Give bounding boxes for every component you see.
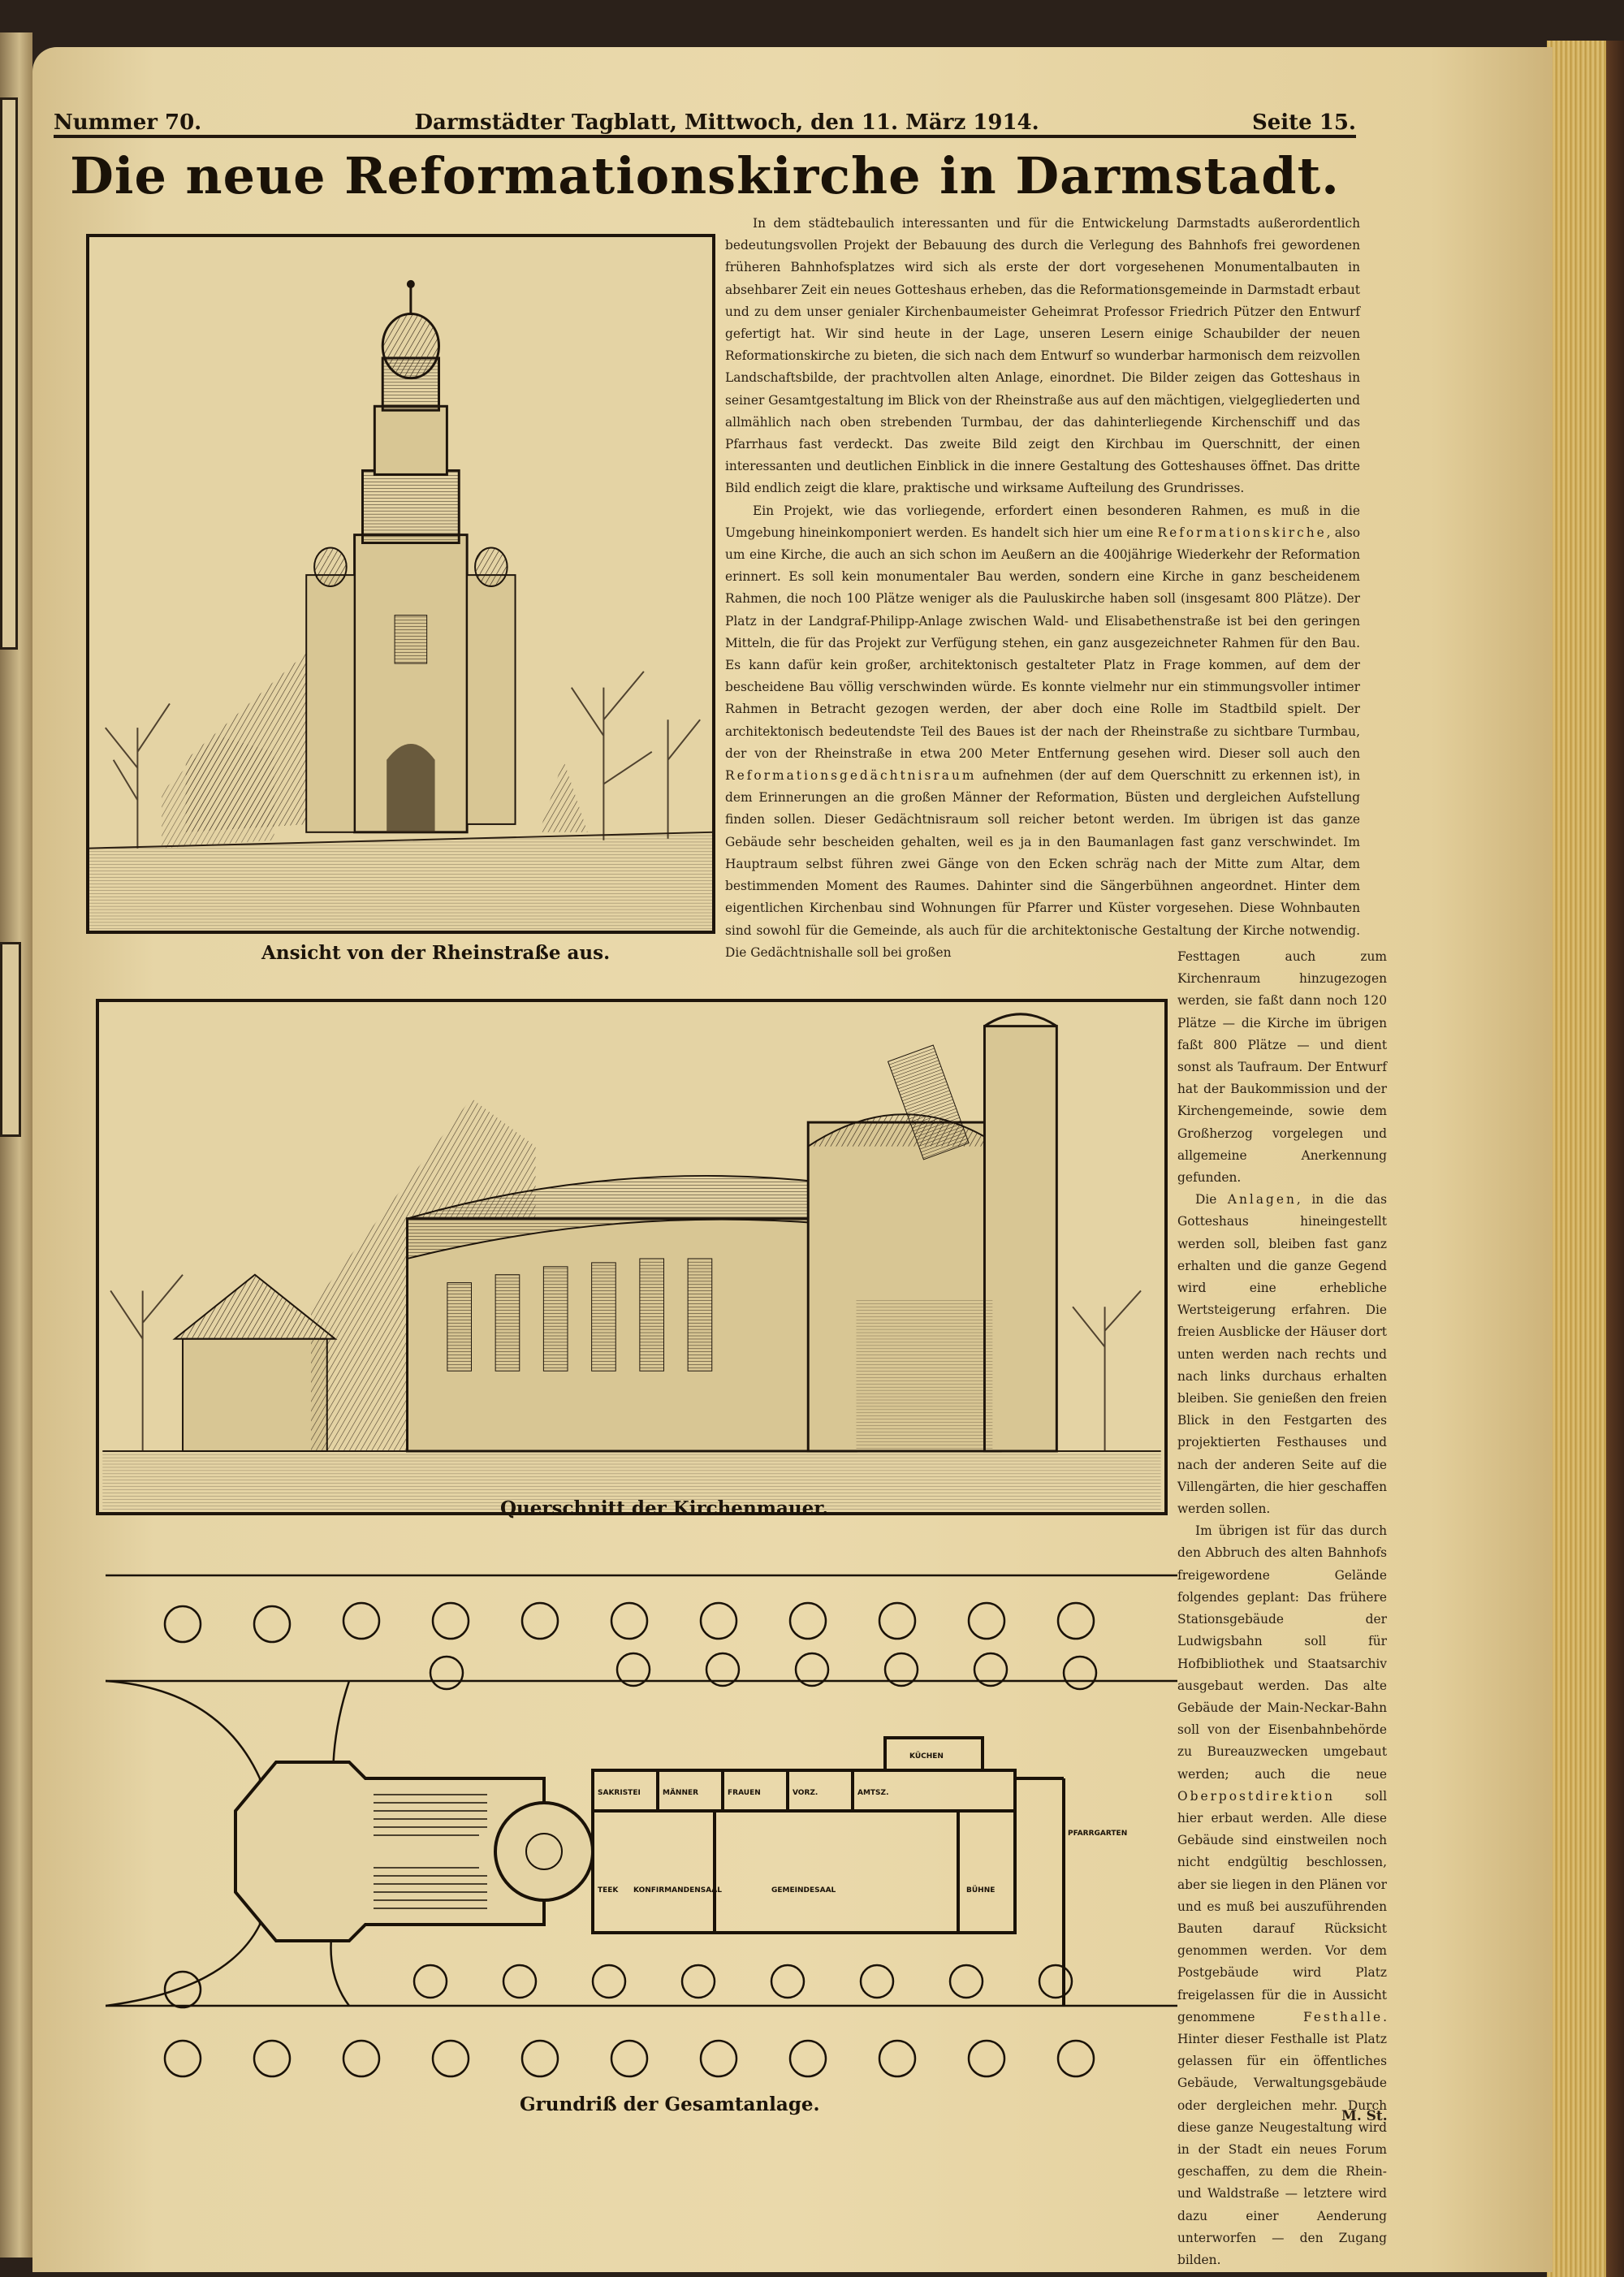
left-page-box [0, 942, 21, 1137]
plan-label-kuche: KÜCHEN [909, 1752, 944, 1761]
article-paragraph-2-part-a: Ein Projekt, wie das vorliegende, erfordert einen besonderen Rahmen, es muß in die Umgebung hineinkomponiert werden. Es handelt sich hier um eine [725, 503, 1360, 540]
article-narrow-column [1177, 946, 1387, 2271]
plan-label-vorz: VORZ. [793, 1789, 818, 1797]
article-paragraph-2 [725, 500, 1360, 964]
page-header [54, 102, 1356, 135]
article-emphasis-oberpostdirektion: Oberpostdirektion [1177, 1788, 1335, 1804]
article-body [725, 213, 1360, 964]
article-narrow-3c: soll hier erbaut werden. Alle diese Gebäude sind einstweilen noch nicht endgültig beschlossen, aber sie liegen in den Plänen vor und es muß bei auszuführenden Bauten darauf Rücksicht genommen werden. Vor dem Postgebäude wird Platz freigelassen für die in Aussicht genommene [1177, 1788, 1387, 2024]
church-view-drawing [89, 237, 712, 931]
article-emphasis-festhalle: Festhalle [1303, 2009, 1384, 2024]
article-title: Die neue Reformationskirche in Darmstadt. [70, 146, 1340, 205]
plan-label-teek: TEEK [598, 1886, 619, 1895]
page-number: Seite 15. [1251, 110, 1356, 135]
article-paragraph-2-part-c: , also um eine Kirche, die auch an sich schon im Aeußern an die 400jährige Wiederkehr der Reformation erinnert. Es soll kein monumentaler Bau werden, sondern eine Kirche in ganz bescheidenem Rahmen, die noch 100 Plätze weniger als die Pauluskirche haben soll (insgesamt 800 Plätze). Der Platz in der Landgraf-Philipp-Anlage zwischen Wald- und Elisabethenstraße ist bei den geringen Mitteln, die für das Projekt zur Verfügung stehen, ein ganz ausgezeichneter Rahmen für den Bau. Es kann dafür kein großer, architektonisch gestalteter Platz in Frage kommen, auf dem der bescheidene Bau völlig verschwinden würde. Es konnte vielmehr nur ein stimmungsvoller intimer Rahmen in Betracht gezogen werden, der aber doch eine Rolle im Stadtbild spielt. Der architektonisch bedeutendste Teil des Baues ist der nach der Rheinstraße zu sichtbare Turmbau, der von der Rheinstraße in etwa 200 Meter Entfernung gesehen wird. Dieser soll auch den [725, 525, 1360, 761]
article-narrow-2a: Die [1195, 1192, 1217, 1208]
cross-section-drawing [99, 1002, 1164, 1512]
issue-number: Nummer 70. [54, 110, 202, 135]
plan-label-amtsz: AMTSZ. [857, 1789, 889, 1797]
plan-label-buhne: BÜHNE [966, 1886, 996, 1895]
article-narrow-3e: . Hinter dieser Festhalle ist Platz gelassen für ein öffentliches Gebäude, Verwaltungsgebäude oder dergleichen mehr. Durch diese ganze Neugestaltung wird in der Stadt ein neues Forum geschaffen, zu dem die Rhein- und Waldstraße — letztere wird dazu einer Aenderung unterworfen — den Zugang bilden. [1177, 2009, 1387, 2267]
article-paragraph-2-part-e: aufnehmen (der auf dem Querschnitt zu erkennen ist), in dem Erinnerungen an die großen Männer der Reformation, Büsten und dergleichen Aufstellung finden sollen. Dieser Gedächtnisraum soll reicher betont werden. Im übrigen ist das ganze Gebäude sehr bescheiden gehalten, weil es ja in den Baumanlagen fast ganz verschwindet. Im Hauptraum selbst führen zwei Gänge von den Ecken schräg nach der Mitte zum Altar, dem bestimmenden Moment des Raumes. Dahinter sind die Sängerbühnen angeordnet. Hinter dem eigentlichen Kirchenbau sind Wohnungen für Pfarrer und Küster vorgesehen. Diese Wohnbauten sind sowohl für die Gemeinde, als auch für die architektonische Gestaltung der Kirche notwendig. Die Gedächtnishalle soll bei großen [725, 768, 1360, 960]
plan-label-pfarrgarten: PFARRGARTEN [1068, 1830, 1128, 1838]
plan-label-konfirmandensaal: KONFIRMANDENSAAL [633, 1886, 722, 1895]
article-narrow-paragraph-3 [1177, 1520, 1387, 2271]
plan-label-manner: MÄNNER [663, 1789, 699, 1797]
article-narrow-2c: , in die das Gotteshaus hineingestellt werden soll, bleiben fast ganz erhalten und die ganze Gegend wird eine erhebliche Wertsteigerung erfahren. Die freien Ausblicke der Häuser dort unten werden nach rechts und nach links durchaus erhalten bleiben. Sie genießen den freien Blick in den Festgarten des projektierten Festhauses und nach der anderen Seite auf die Villengärten, die hier geschaffen werden sollen. [1177, 1192, 1387, 1517]
plan-label-sakristei: SAKRISTEI [598, 1789, 641, 1797]
article-emphasis-anlagen: Anlagen [1227, 1192, 1297, 1208]
article-paragraph-1: In dem städtebaulich interessanten und für die Entwickelung Darmstadts außerordentlich bedeutungsvollen Projekt der Bebauung des durch die Verlegung des Bahnhofs frei gewordenen früheren Bahnhofsplatzes wird sich als erste der dort vorgesehenen Monumentalbauten in absehbarer Zeit ein neues Gotteshaus erheben, das die Reformationsgemeinde in Darmstadt erbaut und zu dem unser genialer Kirchenbaumeister Geheimrat Professor Friedrich Pützer den Entwurf gefertigt hat. Wir sind heute in der Lage, unseren Lesern einige Schaubilder der neuen Reformationskirche zu bieten, die sich nach dem Entwurf so wunderbar harmonisch dem reizvollen Landschaftsbilde, der prachtvollen alten Anlage, einordnet. Die Bilder zeigen das Gotteshaus in seiner Gesamtgestaltung im Blick von der Rheinstraße aus auf den mächtigen, vielgegliederten und allmählich nach oben strebenden Turmbau, der das dahinterliegende Kirchenschiff und das Pfarrhaus fast verdeckt. Das zweite Bild zeigt den Kirchbau im Querschnitt, der einen interessanten und deutlichen Einblick in die innere Gestaltung des Gotteshauses öffnet. Das dritte Bild endlich zeigt die klare, praktische und wirksame Aufteilung des Grundrisses. [725, 216, 1360, 496]
plan-caption: Grundriß der Gesamtanlage. [520, 2093, 820, 2115]
article-emphasis-reformationskirche: Reformationskirche [1157, 525, 1327, 540]
header-rule [54, 135, 1356, 138]
plan-label-gemeindesaal: GEMEINDESAAL [771, 1886, 836, 1895]
view-caption: Ansicht von der Rheinstraße aus. [261, 942, 611, 964]
plan-label-frauen: FRAUEN [728, 1789, 761, 1797]
section-caption: Querschnitt der Kirchenmauer. [500, 1497, 829, 1519]
article-narrow-paragraph-1: Festtagen auch zum Kirchenraum hinzugezogen werden, sie faßt dann noch 120 Plätze — die Kirche im übrigen faßt 800 Plätze — und dient sonst als Taufraum. Der Entwurf hat der Baukommission und der Kirchengemeinde, sowie dem Großherzog vorgelegen und allgemeine Anerkennung gefunden. [1177, 949, 1387, 1186]
left-page-box [0, 97, 18, 650]
left-page-fragments [0, 0, 32, 2277]
article-narrow-paragraph-2 [1177, 1189, 1387, 1520]
ground-plan [106, 1567, 1177, 2087]
ground-plan-drawing [106, 1567, 1177, 2087]
masthead-date: Darmstädter Tagblatt, Mittwoch, den 11. März 1914. [414, 110, 1039, 135]
author-signature: M. St. [1341, 2108, 1388, 2124]
article-emphasis-gedaechtnisraum: Reformationsgedächtnisraum [725, 768, 977, 784]
article-narrow-3: Im übrigen ist für das durch den Abbruch des alten Bahnhofs freigewordene Gelände folgendes geplant: Das frühere Stationsgebäude der Ludwigsbahn soll für Hofbibliothek und Staatsarchiv ausgebaut werden. Das alte Gebäude der Main-Neckar-Bahn soll von der Eisenbahnbehörde zu Bureauzwecken umgebaut werden; auch die neue [1177, 1523, 1387, 1782]
book-page-stack [1547, 41, 1624, 2277]
church-view-illustration [86, 234, 715, 934]
cross-section-illustration [96, 999, 1168, 1515]
